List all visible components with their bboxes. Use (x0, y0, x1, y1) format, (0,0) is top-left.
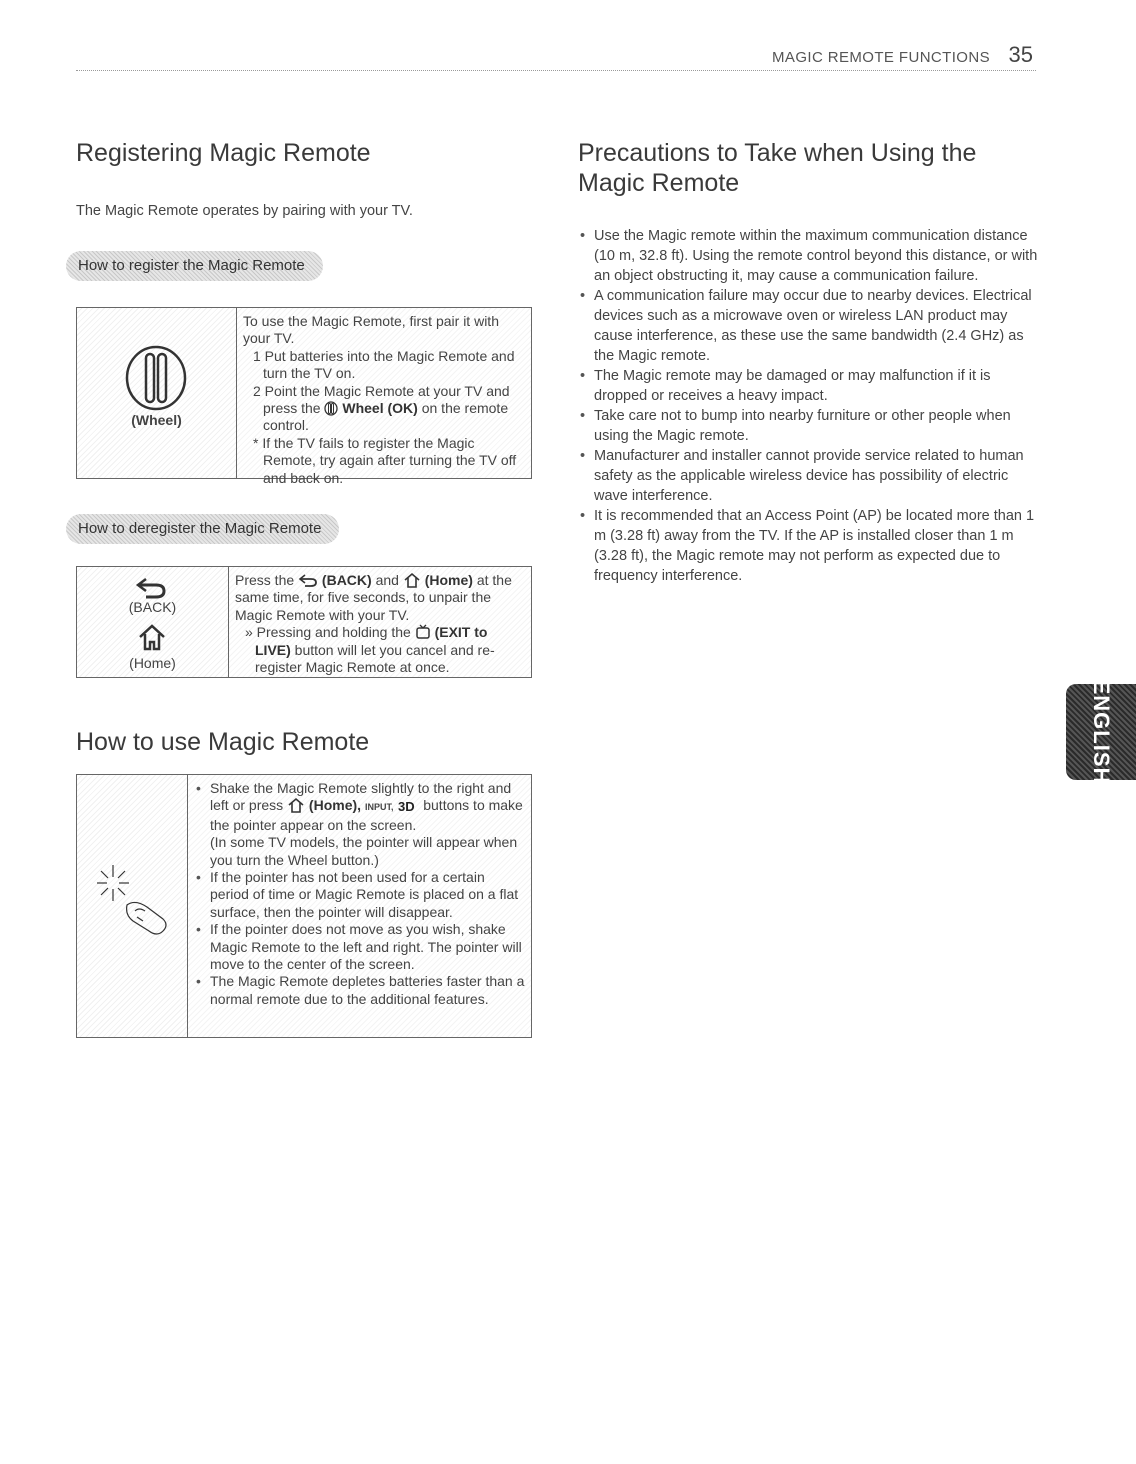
language-label: ENGLISH (1089, 679, 1114, 785)
deregister-box-text (229, 567, 531, 677)
deregister-note (235, 624, 525, 676)
exit-to-live-icon (415, 624, 431, 640)
how-to-use-b1-note: (In some TV models, the pointer will appear when you turn the Wheel button.) (210, 834, 518, 868)
deregister-text-suffix: at the same time, for five seconds, to unpair the Magic Remote with your TV. (235, 572, 512, 623)
register-step2-suffix: on the remote control. (263, 400, 509, 434)
how-to-use-b1-prefix: Shake the Magic Remote slightly to the right and left or press (210, 780, 512, 814)
precaution-item-2: • A communication failure may occur due to nearby devices. Electrical devices such as a microwave oven or wireless LAN product may cause interference, as these use the same bandwidth (2.4 GHz) as the Magic remote. (578, 286, 1038, 366)
how-to-use-b1-home: (Home), (308, 797, 362, 814)
how-to-use-item-3: • If the pointer does not move as you wish, shake Magic Remote to the left and right. The pointer will move to the center of the screen. (194, 921, 525, 973)
how-to-use-icon-cell (77, 775, 188, 1037)
page-number: 35 (1008, 42, 1033, 67)
how-to-use-box (76, 774, 532, 1038)
register-box-text (237, 308, 531, 486)
wheel-small-icon (324, 401, 338, 416)
deregister-note-bold: (EXIT to LIVE) (255, 624, 488, 658)
register-step2-prefix: 2 Point the Magic Remote at your TV and press the (253, 382, 510, 417)
precaution-item-4: • Take care not to bump into nearby furniture or other people when using the Magic remote. (578, 406, 1038, 446)
registering-intro: The Magic Remote operates by pairing with your TV. (76, 203, 413, 219)
header-title: MAGIC REMOTE FUNCTIONS (772, 49, 990, 66)
how-to-use-b1-suffix: buttons to make the pointer appear on the screen. (210, 797, 523, 833)
register-step2 (243, 383, 525, 435)
deregister-box-icon-cell (77, 567, 229, 677)
register-box-icon-cell (77, 308, 237, 478)
wheel-label: (Wheel) (131, 412, 182, 428)
wheel-icon (124, 344, 188, 412)
deregister-text-prefix: Press the (235, 572, 295, 588)
precaution-item-5: • Manufacturer and installer cannot provide service related to human safety as the applicable wireless device has possibility of electric wave interference. (578, 446, 1038, 506)
register-line1: To use the Magic Remote, first pair it with your TV. (243, 313, 499, 347)
how-to-use-heading: How to use Magic Remote (76, 728, 370, 756)
deregister-box (76, 566, 532, 678)
page-header (76, 40, 1036, 71)
precautions-list-container (578, 226, 1038, 586)
how-to-use-text (188, 775, 531, 1037)
deregister-note-suffix: button will let you cancel and re-register Magic Remote at once. (255, 641, 495, 676)
deregister-back-bold: (BACK) (321, 572, 372, 588)
back-icon (134, 575, 168, 601)
register-step1: 1 Put batteries into the Magic Remote and turn the TV on. (253, 347, 515, 382)
precaution-item-1: • Use the Magic remote within the maximum communication distance (10 m, 32.8 ft). Using the remote control beyond this distance, or with an object obstructing it, may cause a communication failure. (578, 226, 1038, 286)
language-side-tab (1066, 679, 1136, 785)
how-to-use-item-2: • If the pointer has not been used for a certain period of time or Magic Remote is placed on a flat surface, then the pointer will disappear. (194, 869, 525, 921)
deregister-text-and: and (375, 572, 399, 588)
how-to-use-item-4: • The Magic Remote depletes batteries faster than a normal remote due to the additional features. (194, 973, 525, 1008)
register-step2-bold: Wheel (OK) (342, 400, 418, 417)
back-small-icon (298, 573, 318, 588)
how-to-use-b1-input: INPUT, (364, 802, 394, 813)
home-small-icon (403, 572, 421, 588)
precaution-item-6: • It is recommended that an Access Point (AP) be located more than 1 m (3.28 ft) away from the TV. If the AP is installed closer than 1 m (3.28 ft), the Magic remote may not perform as expected due to frequency interference. (578, 506, 1038, 586)
deregister-home-bold: (Home) (424, 572, 473, 588)
register-note: * If the TV fails to register the Magic Remote, try again after turning the TV off and back on. (253, 434, 517, 486)
registering-heading: Registering Magic Remote (76, 139, 371, 167)
deregister-note-prefix: » Pressing and holding the (245, 624, 411, 641)
precautions-heading-1: Precautions to Take when Using the (578, 139, 977, 167)
home-small-icon-2 (287, 797, 305, 813)
register-box (76, 307, 532, 486)
back-label: (BACK) (128, 599, 177, 615)
svg-text:3D: 3D (398, 799, 415, 814)
home-icon (137, 623, 167, 651)
register-pill: How to register the Magic Remote (66, 251, 323, 281)
precautions-list (578, 226, 1038, 586)
how-to-use-list (194, 780, 525, 1008)
how-to-use-item-1 (194, 780, 525, 869)
home-label: (Home) (129, 655, 176, 671)
precautions-heading-2: Magic Remote (578, 169, 740, 197)
deregister-pill: How to deregister the Magic Remote (66, 514, 339, 544)
3d-icon (397, 799, 419, 813)
precaution-item-3: • The Magic remote may be damaged or may malfunction if it is dropped or receives a heavy impact. (578, 366, 1038, 406)
deregister-text (235, 572, 525, 624)
pointer-hand-icon (91, 861, 175, 945)
